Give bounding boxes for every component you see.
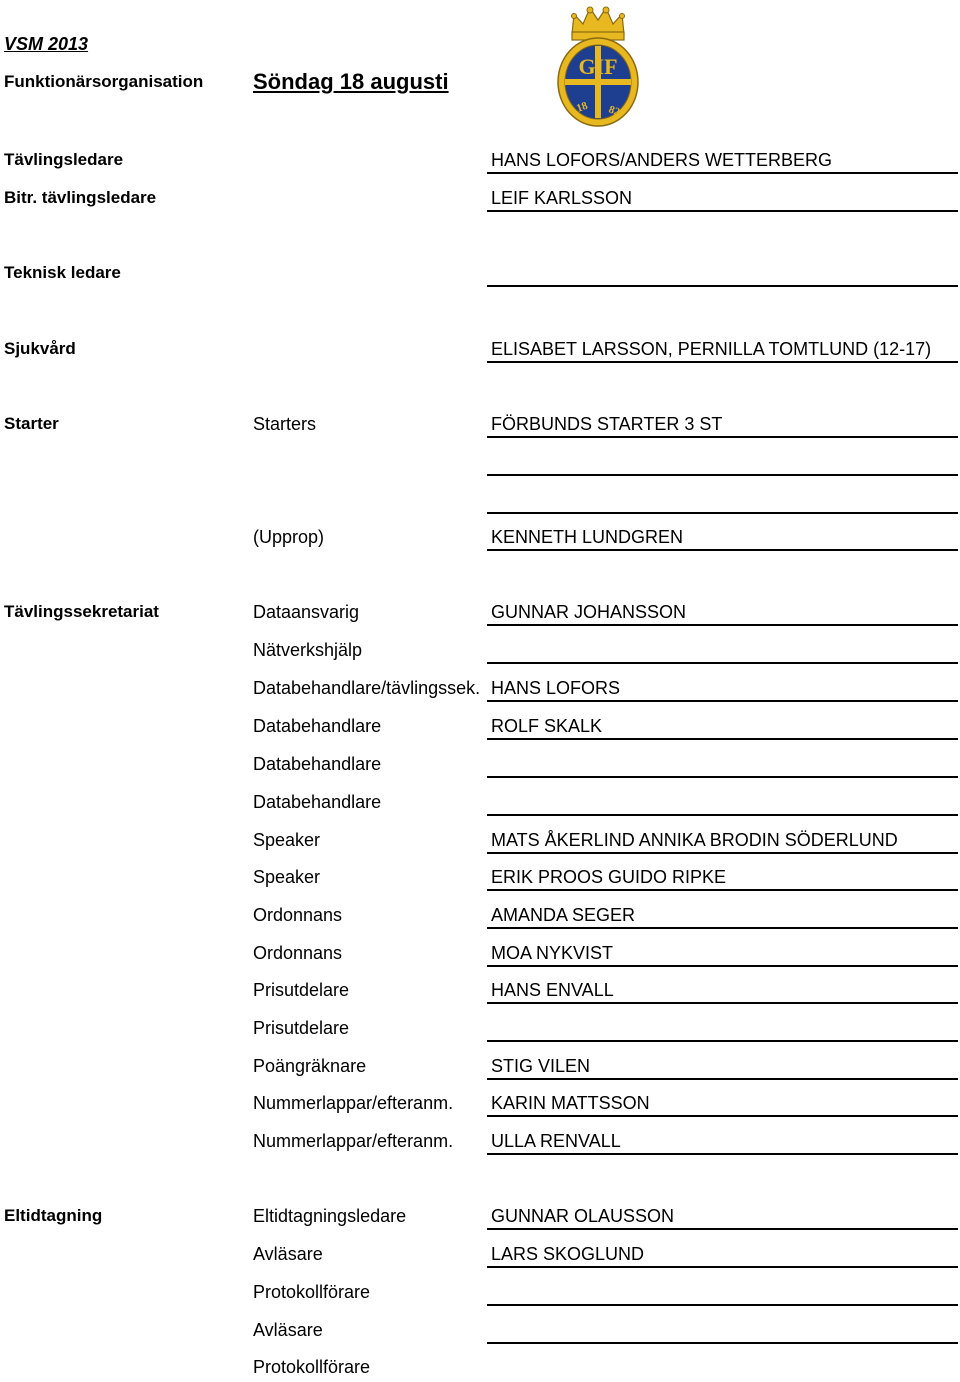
role-label: (Upprop) <box>253 527 325 547</box>
role-label: Speaker <box>253 830 321 850</box>
role-label: Nummerlappar/efteranm. <box>253 1131 454 1151</box>
section-label: Teknisk ledare <box>4 263 121 282</box>
assignee-name: ULLA RENVALL <box>491 1131 621 1151</box>
svg-text:18: 18 <box>574 99 590 115</box>
entry-underline <box>487 1266 958 1268</box>
role-label: Databehandlare <box>253 754 382 774</box>
entry-underline <box>487 852 958 854</box>
role-label: Prisutdelare <box>253 1018 350 1038</box>
entry-underline <box>487 1040 958 1042</box>
assignee-name: HANS ENVALL <box>491 980 614 1000</box>
assignee-name: FÖRBUNDS STARTER 3 ST <box>491 414 723 434</box>
assignee-name: STIG VILEN <box>491 1056 591 1076</box>
role-label: Prisutdelare <box>253 980 350 1000</box>
assignee-name: LARS SKOGLUND <box>491 1244 645 1264</box>
role-label: Speaker <box>253 867 321 887</box>
entry-underline <box>487 927 958 929</box>
club-crest-logo <box>556 4 640 128</box>
role-label: Nätverkshjälp <box>253 640 363 660</box>
assignee-name: MOA NYKVIST <box>491 943 614 963</box>
document-subtitle: Funktionärsorganisation <box>4 72 204 91</box>
entry-underline <box>487 1342 958 1344</box>
entry-underline <box>487 700 958 702</box>
assignee-name: ELISABET LARSSON, PERNILLA TOMTLUND (12-17) <box>491 339 932 359</box>
entry-underline <box>487 549 958 551</box>
entry-underline <box>487 1228 958 1230</box>
document-title: VSM 2013 <box>4 34 89 54</box>
entry-underline <box>487 210 958 212</box>
section-label: Eltidtagning <box>4 1206 103 1225</box>
role-label: Nummerlappar/efteranm. <box>253 1093 454 1113</box>
event-date: Söndag 18 augusti <box>253 69 449 94</box>
crown-icon <box>572 7 625 40</box>
entry-underline <box>487 512 958 514</box>
role-label: Dataansvarig <box>253 602 360 622</box>
section-label: Tävlingssekretariat <box>4 602 159 621</box>
role-label: Ordonnans <box>253 943 343 963</box>
entry-underline <box>487 285 958 287</box>
assignee-name: KENNETH LUNDGREN <box>491 527 684 547</box>
assignee-name: LEIF KARLSSON <box>491 188 633 208</box>
section-label: Bitr. tävlingsledare <box>4 188 157 207</box>
role-label: Protokollförare <box>253 1282 371 1302</box>
section-label: Sjukvård <box>4 339 76 358</box>
assignee-name: HANS LOFORS/ANDERS WETTERBERG <box>491 150 833 170</box>
role-label: Protokollförare <box>253 1357 371 1377</box>
assignee-name: KARIN MATTSSON <box>491 1093 650 1113</box>
section-label: Tävlingsledare <box>4 150 124 169</box>
role-label: Avläsare <box>253 1244 323 1264</box>
entry-underline <box>487 1304 958 1306</box>
role-label: Poängräknare <box>253 1056 367 1076</box>
svg-text:82: 82 <box>606 103 622 119</box>
entry-underline <box>487 965 958 967</box>
assignee-name: GUNNAR JOHANSSON <box>491 602 687 622</box>
entry-underline <box>487 738 958 740</box>
entry-underline <box>487 361 958 363</box>
assignee-name: GUNNAR OLAUSSON <box>491 1206 675 1226</box>
assignee-name: HANS LOFORS <box>491 678 621 698</box>
role-label: Eltidtagningsledare <box>253 1206 407 1226</box>
role-label: Databehandlare <box>253 792 382 812</box>
entry-underline <box>487 814 958 816</box>
logo-letter-g: GIF <box>578 54 618 79</box>
entry-underline <box>487 1002 958 1004</box>
assignee-name: ROLF SKALK <box>491 716 603 736</box>
role-label: Starters <box>253 414 317 434</box>
entry-underline <box>487 776 958 778</box>
assignee-name: AMANDA SEGER <box>491 905 636 925</box>
role-label: Ordonnans <box>253 905 343 925</box>
entry-underline <box>487 436 958 438</box>
assignee-name: ERIK PROOS GUIDO RIPKE <box>491 867 727 887</box>
assignee-name: MATS ÅKERLIND ANNIKA BRODIN SÖDERLUND <box>491 830 898 850</box>
entry-underline <box>487 474 958 476</box>
entry-underline <box>487 1153 958 1155</box>
entry-underline <box>487 889 958 891</box>
entry-underline <box>487 1115 958 1117</box>
entry-underline <box>487 624 958 626</box>
entry-underline <box>487 172 958 174</box>
entry-underline <box>487 1078 958 1080</box>
role-label: Databehandlare/tävlingssek. <box>253 678 481 698</box>
role-label: Avläsare <box>253 1320 323 1340</box>
role-label: Databehandlare <box>253 716 382 736</box>
section-label: Starter <box>4 414 59 433</box>
entry-underline <box>487 662 958 664</box>
